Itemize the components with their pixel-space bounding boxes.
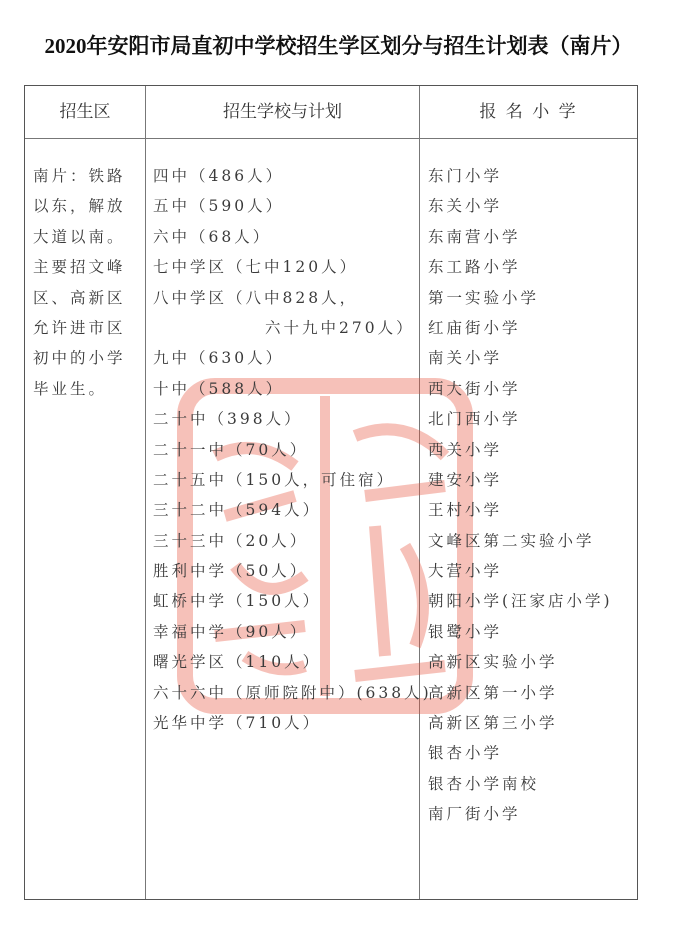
- primary-school-item: 第一实验小学: [428, 288, 540, 307]
- primary-school-item: 红庙街小学: [428, 318, 521, 337]
- primary-school-item: 高新区实验小学: [428, 653, 558, 672]
- school-plan-item: 五中（590人）: [153, 197, 285, 216]
- school-plan-item: 七中学区（七中120人）: [153, 258, 359, 277]
- school-plan-item: 九中（630人）: [153, 349, 285, 368]
- primary-school-item: 西大街小学: [428, 379, 521, 398]
- zone-text-line: 区、高新区: [33, 288, 126, 307]
- primary-school-item: 东南营小学: [428, 227, 521, 246]
- enrollment-table: [24, 85, 638, 900]
- zone-text-line: 允许进市区: [33, 318, 126, 337]
- school-plan-item: 六十六中（原师院附中）(638人): [153, 683, 432, 702]
- primary-school-item: 建安小学: [428, 470, 503, 489]
- school-plan-item: 光华中学（710人）: [153, 714, 322, 733]
- primary-school-item: 南厂街小学: [428, 805, 521, 824]
- primary-school-item: 高新区第一小学: [428, 683, 558, 702]
- header-schools: 招生学校与计划: [223, 102, 342, 122]
- school-plan-item: 六十九中270人）: [265, 318, 415, 337]
- primary-school-item: 东工路小学: [428, 258, 521, 277]
- zone-text-line: 南片：铁路: [33, 167, 126, 185]
- primary-school-item: 东关小学: [428, 197, 503, 216]
- zone-text-line: 以东，解放: [33, 197, 126, 216]
- zone-text-line: 初中的小学: [33, 349, 126, 368]
- primary-school-item: 王村小学: [428, 501, 503, 520]
- document-title: 2020年安阳市局直初中学校招生学区划分与招生计划表（南片）: [44, 34, 633, 58]
- school-plan-list: [153, 161, 432, 738]
- zone-text-line: 毕业生。: [33, 379, 108, 398]
- school-plan-item: 二十五中（150人，可住宿）: [153, 470, 396, 489]
- primary-school-item: 东门小学: [428, 167, 503, 185]
- zone-description: [33, 161, 126, 404]
- primary-school-item: 高新区第三小学: [428, 714, 558, 733]
- school-plan-item: 四中（486人）: [153, 167, 285, 185]
- primary-school-item: 西关小学: [428, 440, 503, 459]
- school-plan-item: 八中学区（八中828人，: [153, 288, 359, 307]
- zone-text-line: 主要招文峰: [33, 258, 126, 277]
- school-plan-item: 六中（68人）: [153, 227, 272, 246]
- school-plan-item: 二十中（398人）: [153, 410, 303, 429]
- school-plan-item: 虹桥中学（150人）: [153, 592, 322, 611]
- primary-school-item: 银杏小学: [428, 744, 503, 763]
- primary-school-item: 朝阳小学(汪家店小学): [428, 592, 613, 611]
- school-plan-item: 十中（588人）: [153, 379, 285, 398]
- school-plan-item: 曙光学区（110人）: [153, 653, 322, 672]
- primary-school-item: 大营小学: [428, 562, 503, 581]
- school-plan-item: 二十一中（70人）: [153, 440, 309, 459]
- primary-school-item: 银杏小学南校: [428, 774, 540, 793]
- header-divider: [25, 138, 637, 139]
- school-plan-item: 胜利中学（50人）: [153, 562, 309, 581]
- zone-text-line: 大道以南。: [33, 227, 126, 246]
- primary-school-item: 文峰区第二实验小学: [428, 531, 595, 550]
- primary-school-item: 南关小学: [428, 349, 503, 368]
- column-divider: [145, 86, 146, 899]
- header-primary: 报 名 小 学: [479, 102, 578, 122]
- primary-school-item: 银鹭小学: [428, 622, 503, 641]
- school-plan-item: 幸福中学（90人）: [153, 622, 309, 641]
- primary-school-list: [428, 161, 613, 830]
- primary-school-item: 北门西小学: [428, 410, 521, 429]
- school-plan-item: 三十二中（594人）: [153, 501, 322, 520]
- header-zone: 招生区: [59, 102, 111, 122]
- school-plan-item: 三十三中（20人）: [153, 531, 309, 550]
